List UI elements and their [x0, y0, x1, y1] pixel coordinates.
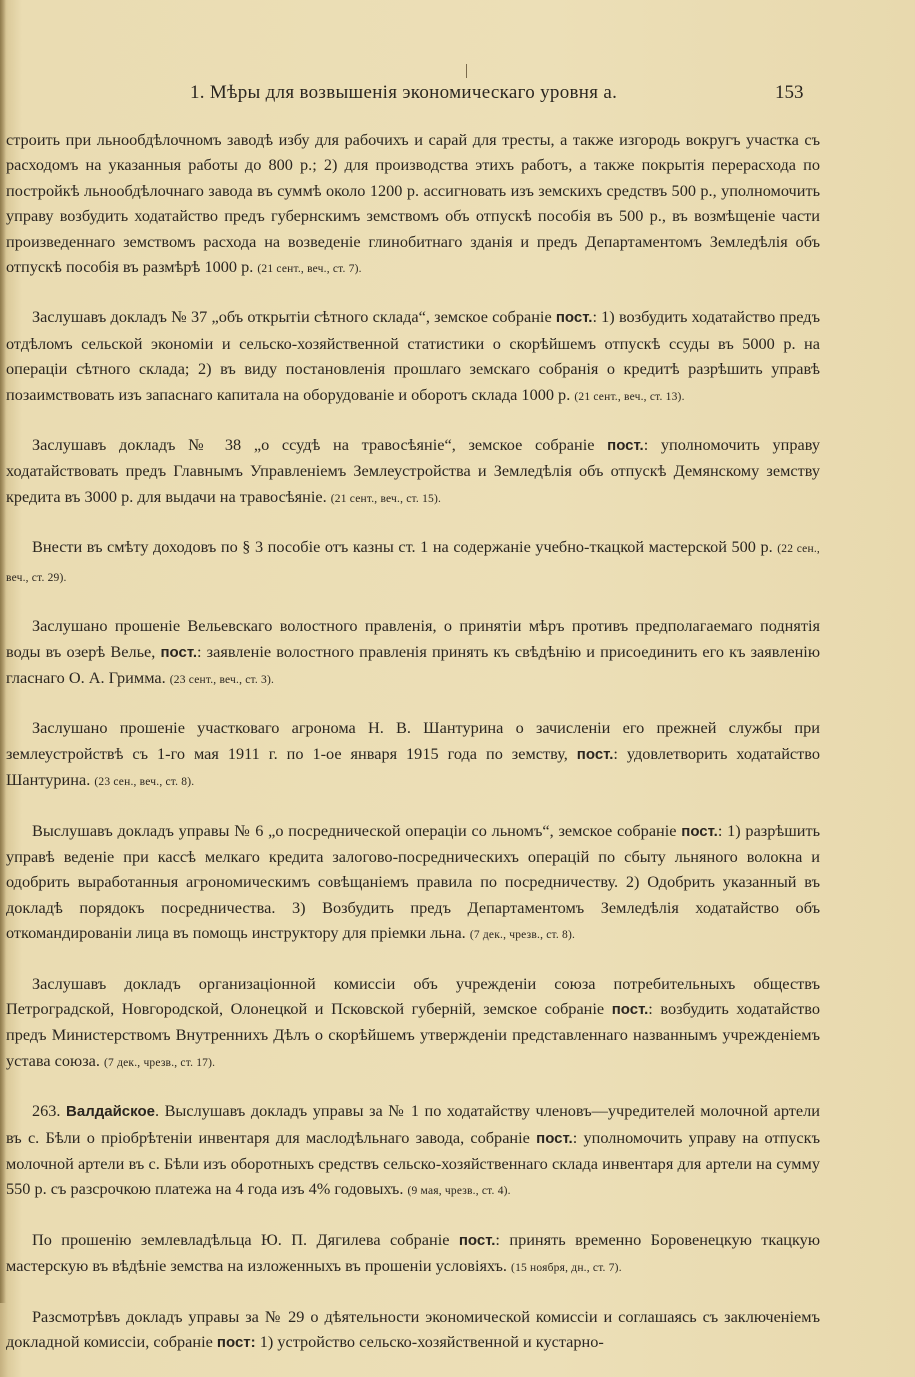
paragraph-text: 1) устройство сельско-хозяйственной и кустарно-: [255, 1332, 604, 1352]
paragraph-text: 263.: [32, 1101, 67, 1121]
header-mark: [466, 64, 467, 78]
page-number: 153: [775, 82, 804, 103]
session-reference: (21 сент., веч., ст. 7).: [257, 263, 362, 276]
bold-term: пост:: [216, 1334, 256, 1352]
bold-term: пост.: [576, 745, 614, 763]
session-reference: (9 мая, чрезв., ст. 4).: [407, 1185, 511, 1198]
paragraph-text: Заслушавъ докладъ организаціонной комиссіи объ учрежденіи союза потребительныхъ обществъ Петроградской, Новгородской, Олонецкой и Псковской губерній, земское собраніе: [6, 973, 820, 1018]
paragraph: [6, 715, 820, 795]
paragraph-text: . Выслушавъ докладъ управы за № 1 по ходатайству членовъ—учредителей молочной артели въ с. Бѣли о пріобрѣтеніи инвентаря для маслодѣльнаго завода, собраніе: [6, 1101, 820, 1147]
paragraph-text: По прошенію землевладѣльца Ю. П. Дягилева собраніе: [32, 1229, 459, 1249]
bold-term: пост.: [160, 643, 198, 661]
paragraph: [6, 818, 820, 949]
page-body: [6, 127, 820, 1377]
bold-term: пост.: [458, 1231, 496, 1249]
paragraph: [6, 127, 820, 282]
paragraph-text: : уполномочить управу на отпускъ молочной артели въ с. Бѣли изъ оборотныхъ средствъ сельско-хозяйственнаго склада инвентаря для артели на сумму 550 р. съ разсрочкою платежа на 4 года изъ 4% годовыхъ.: [6, 1127, 820, 1199]
session-reference: (21 сент., веч., ст. 15).: [330, 492, 442, 505]
running-header: [0, 82, 915, 112]
paragraph: [6, 432, 820, 512]
session-reference: (23 сент., веч., ст. 3).: [169, 673, 275, 686]
bold-term: пост.: [611, 1000, 649, 1018]
paragraph-text: : 1) возбудить ходатайство предъ отдѣломъ сельской экономіи и сельско-хозяйственной статистики о скорѣйшемъ отпускѣ ссуды въ 5000 р. на операціи сѣтного склада; 2) въ виду постановленія прошлаго земскаго собранія о кредитѣ разрѣшить управѣ позаимствовать изъ запаснаго капитала на оборудованіе и оборотъ склада 1000 р.: [6, 307, 820, 404]
bold-term: пост.: [536, 1129, 573, 1147]
paragraph-text: Выслушавъ докладъ управы № 6 „о посреднической операціи со льномъ“, земское собраніе: [32, 820, 682, 840]
paragraph-text: строить при льнообдѣлочномъ заводѣ избу для рабочихъ и сарай для тресты, а также изгородь вокругъ участка съ расходомъ на указанныя работы до 800 р.; 2) для производства этихъ работъ, а также покрытія перерасхода по постройкѣ льнообдѣлочнаго завода въ суммѣ около 1200 р. ассигновать изъ земскихъ средствъ 500 р., уполномочить управу возбудить ходатайство предъ губернскимъ земствомъ объ отпускѣ пособія въ 500 р., въ возмѣщеніе части произведеннаго земствомъ расхода на возведеніе глинобитнаго зданія и предъ Департаментомъ Земледѣлія объ отпускѣ пособія въ размѣрѣ 1000 р.: [6, 130, 820, 277]
bold-term: пост.: [555, 309, 593, 327]
paragraph-text: : заявленіе волостного правленія принять къ свѣдѣнію и присоединить его къ заявленію гласнаго О. А. Гримма.: [6, 641, 820, 687]
paragraph-text: : 1) разрѣшить управѣ веденіе при кассѣ мелкаго кредита залогово-посредническихъ операцій по сбыту льняного волокна и одобрить выработанныя агрономическимъ совѣщаніемъ правила по посредничеству. 2) Одобрить указанный въ докладѣ порядокъ посредничества. 3) Возбудить предъ Департаментомъ Земледѣлія ходатайство объ откомандированіи лица въ помощь инструктору для пріемки льна.: [6, 820, 821, 943]
session-reference: (7 дек., чрезв., ст. 8).: [469, 929, 576, 942]
paragraph-text: Внести въ смѣту доходовъ по § 3 пособіе отъ казны ст. 1 на содержаніе учебно-ткацкой мастерской 500 р.: [32, 537, 778, 557]
session-reference: (15 ноября, дн., ст. 7).: [511, 1262, 622, 1275]
paragraph-text: Заслушавъ докладъ № 38 „о ссудѣ на травосѣяніе“, земское собраніе: [32, 435, 608, 455]
paragraph: [6, 534, 820, 591]
paragraph-text: : возбудить ходатайство предъ Министерствомъ Внутреннихъ Дѣлъ о скорѣйшемъ утвержденіи представленнаго названнымъ учрежденіемъ устава союза.: [6, 998, 821, 1070]
paragraph-text: Заслушавъ докладъ № 37 „объ открытіи сѣтного склада“, земское собраніе: [32, 307, 556, 327]
paragraph: [6, 1098, 820, 1205]
paragraph-text: Разсмотрѣвъ докладъ управы за № 29 о дѣятельности экономической комиссіи и соглашаясь съ заключеніемъ докладной комиссіи, собраніе: [6, 1306, 820, 1352]
paragraph-text: : удовлетворить ходатайство Шантурина.: [6, 743, 820, 790]
session-reference: (22 сен., веч., ст. 29).: [6, 543, 820, 584]
bold-term: пост.: [607, 437, 644, 455]
paragraph-text: Заслушано прошеніе участковаго агронома Н. В. Шантурина о зачисленіи его прежней службы при землеустройствѣ съ 1-го мая 1911 г. по 1-ое января 1915 года по земству,: [6, 718, 820, 763]
paragraph: [6, 613, 820, 693]
session-reference: (21 сент., веч., ст. 13).: [574, 390, 685, 403]
header-title: 1. Мѣры для возвышенія экономическаго уровня а.: [190, 82, 618, 103]
paragraph-text: : уполномочить управу ходатайствовать предъ Главнымъ Управленіемъ Землеустройства и Земледѣлія объ отпускѣ Демянскому земству кредита въ 3000 р. для выдачи на травосѣяніе.: [6, 435, 820, 506]
paragraph: [6, 304, 820, 410]
paragraph: [6, 1304, 820, 1356]
session-reference: (7 дек., чрезв., ст. 17).: [104, 1056, 216, 1069]
bold-term: пост.: [681, 822, 718, 840]
paragraph: [6, 1227, 820, 1282]
paragraph: [6, 971, 820, 1077]
bold-term: Валдайское: [66, 1103, 155, 1121]
paragraph-text: Заслушано прошеніе Вельевскаго волостного правленія, о принятіи мѣръ противъ предполагаемаго поднятія воды въ озерѣ Велье,: [6, 616, 820, 661]
session-reference: (23 сен., веч., ст. 8).: [94, 776, 195, 789]
paragraph-text: : принять временно Боровенецкую ткацкую мастерскую въ вѣдѣніе земства на изложенныхъ въ прошеніи условіяхъ.: [6, 1229, 820, 1276]
